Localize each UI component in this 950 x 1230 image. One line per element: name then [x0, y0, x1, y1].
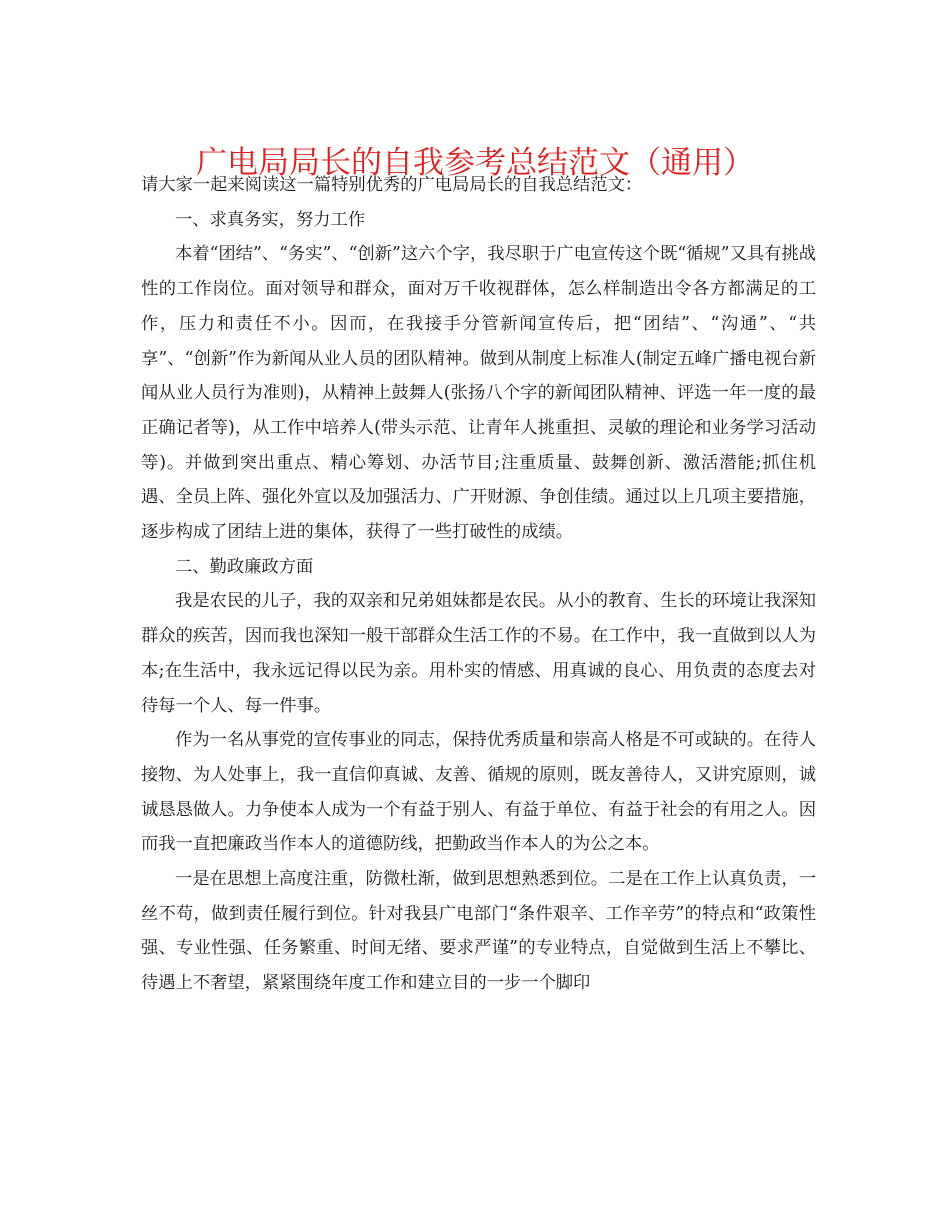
intro-paragraph: 请大家一起来阅读这一篇特别优秀的广电局局长的自我总结范文：	[141, 175, 643, 195]
body-paragraph: 本着“团结”、“务实”、“创新”这六个字，我尽职于广电宣传这个既“循规”又具有挑战性的工作岗位。面对领导和群众，面对万千收视群体，怎么样制造出令各方都满足的工作，压力和责任不小。因而，在我接手分管新闻宣传后，把“团结”、“沟通”、“共享”、“创新”作为新闻从业人员的团队精神。做到从制度上标准人(制定五峰广播电视台新闻从业人员行为准则)，从精神上鼓舞人(张扬八个字的新闻团队精神、评选一年一度的最正确记者等)，从工作中培养人(带头示范、让青年人挑重担、灵敏的理论和业务学习活动等)。并做到突出重点、精心筹划、办活节目;注重质量、鼓舞创新、激活潜能;抓住机遇、全员上阵、强化外宣以及加强活力、广开财源、争创佳绩。通过以上几项主要措施，逐步构成了团结上进的集体，获得了一些打破性的成绩。	[141, 244, 816, 543]
document-body	[141, 168, 816, 1001]
section-heading-1: 一、求真务实，努力工作	[175, 209, 366, 230]
document-title: 广电局局长的自我参考总结范文（通用）	[196, 144, 754, 181]
body-paragraph: 一是在思想上高度注重，防微杜渐，做到思想熟悉到位。二是在工作上认真负责，一丝不苟，做到责任履行到位。针对我县广电部门“条件艰辛、工作辛劳”的特点和“政策性强、专业性强、任务繁重、时间无绪、要求严谨”的专业特点，自觉做到生活上不攀比、待遇上不奢望，紧紧围绕年度工作和建立目的一步一个脚印	[141, 869, 816, 994]
section-heading-2: 二、勤政廉政方面	[175, 556, 314, 577]
body-paragraph: 我是农民的儿子，我的双亲和兄弟姐妹都是农民。从小的教育、生长的环境让我深知群众的疾苦，因而我也深知一般干部群众生活工作的不易。在工作中，我一直做到以人为本;在生活中，我永远记得以民为亲。用朴实的情感、用真诚的良心、用负责的态度去对待每一个人、每一件事。	[141, 591, 816, 716]
body-paragraph: 作为一名从事党的宣传事业的同志，保持优秀质量和崇高人格是不可或缺的。在待人接物、为人处事上，我一直信仰真诚、友善、循规的原则，既友善待人，又讲究原则，诚诚恳恳做人。力争使本人成为一个有益于别人、有益于单位、有益于社会的有用之人。因而我一直把廉政当作本人的道德防线，把勤政当作本人的为公之本。	[141, 730, 816, 855]
